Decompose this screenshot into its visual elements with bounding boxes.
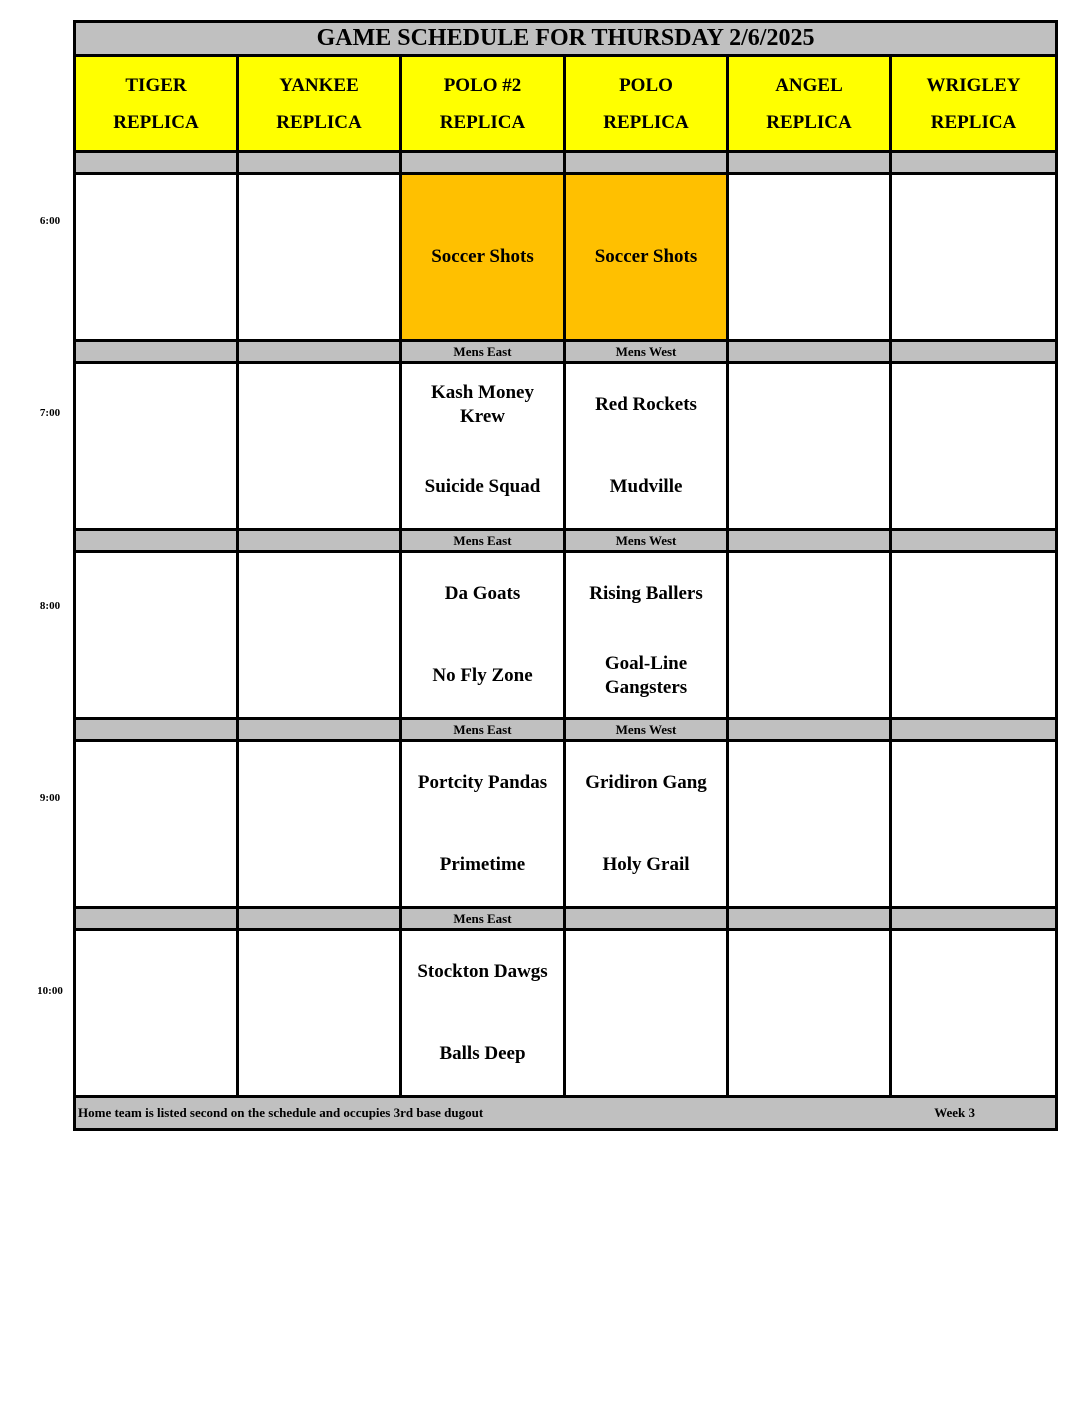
- schedule-table: [73, 20, 1058, 1131]
- game-cell-polo: Soccer Shots: [565, 174, 728, 341]
- home-team: Suicide Squad: [424, 476, 541, 497]
- empty-cell: [238, 930, 401, 1097]
- empty-cell: [728, 363, 891, 530]
- field-header-yankee: YANKEE REPLICA: [238, 56, 401, 152]
- away-team: Gridiron Gang: [585, 772, 707, 793]
- game-cell-polo2: [401, 363, 565, 530]
- division-label: Mens East: [401, 341, 565, 363]
- division-label: Mens West: [565, 341, 728, 363]
- division-label: Mens East: [401, 908, 565, 930]
- away-team: Da Goats: [444, 583, 521, 604]
- game-cell-polo2: [401, 741, 565, 908]
- division-label: Mens East: [401, 530, 565, 552]
- away-team: Stockton Dawgs: [417, 961, 548, 982]
- footer-note: Home team is listed second on the schedule and occupies 3rd base dugout: [78, 1105, 484, 1120]
- footer-bar: [75, 1097, 1057, 1130]
- home-team: Holy Grail: [602, 854, 690, 875]
- division-bar: [75, 341, 1057, 363]
- empty-cell: [565, 930, 728, 1097]
- home-team: No Fly Zone: [432, 665, 533, 686]
- time-label-6: 6:00: [39, 215, 61, 227]
- time-label-7: 7:00: [39, 407, 61, 419]
- time-slot-7: [75, 363, 1057, 530]
- time-slot-8: [75, 552, 1057, 719]
- time-slot-6: [75, 174, 1057, 341]
- division-bar: [75, 530, 1057, 552]
- time-label-9: 9:00: [39, 792, 61, 804]
- empty-cell: [891, 552, 1057, 719]
- time-slot-9: [75, 741, 1057, 908]
- empty-cell: [75, 363, 238, 530]
- empty-cell: [728, 174, 891, 341]
- division-bar: [75, 908, 1057, 930]
- empty-cell: [238, 741, 401, 908]
- field-header-angel: ANGEL REPLICA: [728, 56, 891, 152]
- division-bar: [75, 719, 1057, 741]
- empty-cell: [75, 930, 238, 1097]
- time-label-10: 10:00: [37, 985, 63, 997]
- division-bar: [75, 152, 1057, 174]
- empty-cell: [891, 741, 1057, 908]
- empty-cell: [891, 930, 1057, 1097]
- home-team: Goal-Line Gangsters: [604, 653, 688, 698]
- empty-cell: [238, 174, 401, 341]
- away-team: Kash Money Krew: [431, 382, 534, 427]
- empty-cell: [728, 930, 891, 1097]
- away-team: Rising Ballers: [589, 583, 703, 604]
- game-cell-polo: [565, 363, 728, 530]
- empty-cell: [238, 552, 401, 719]
- empty-cell: [75, 741, 238, 908]
- empty-cell: [728, 741, 891, 908]
- field-header-tiger: TIGER REPLICA: [75, 56, 238, 152]
- division-label: Mens West: [565, 530, 728, 552]
- empty-cell: [728, 552, 891, 719]
- empty-cell: [891, 174, 1057, 341]
- away-team: Red Rockets: [595, 394, 697, 415]
- empty-cell: [75, 552, 238, 719]
- home-team: Mudville: [609, 476, 683, 497]
- time-slot-10: [75, 930, 1057, 1097]
- time-label-8: 8:00: [39, 600, 61, 612]
- division-label: Mens East: [401, 719, 565, 741]
- game-cell-polo: [565, 552, 728, 719]
- home-team: Balls Deep: [439, 1043, 526, 1064]
- empty-cell: [75, 174, 238, 341]
- away-team: Portcity Pandas: [417, 772, 548, 793]
- home-team: Primetime: [439, 854, 526, 875]
- game-cell-polo2: Soccer Shots: [401, 174, 565, 341]
- game-cell-polo2: [401, 552, 565, 719]
- week-label: Week 3: [934, 1105, 976, 1120]
- field-header-wrigley: WRIGLEY REPLICA: [891, 56, 1057, 152]
- division-label: Mens West: [565, 719, 728, 741]
- page-title: GAME SCHEDULE FOR THURSDAY 2/6/2025: [75, 22, 1057, 56]
- game-cell-polo2: [401, 930, 565, 1097]
- field-header-polo: POLO REPLICA: [565, 56, 728, 152]
- game-cell-polo: [565, 741, 728, 908]
- empty-cell: [891, 363, 1057, 530]
- field-header-polo2: POLO #2 REPLICA: [401, 56, 565, 152]
- empty-cell: [238, 363, 401, 530]
